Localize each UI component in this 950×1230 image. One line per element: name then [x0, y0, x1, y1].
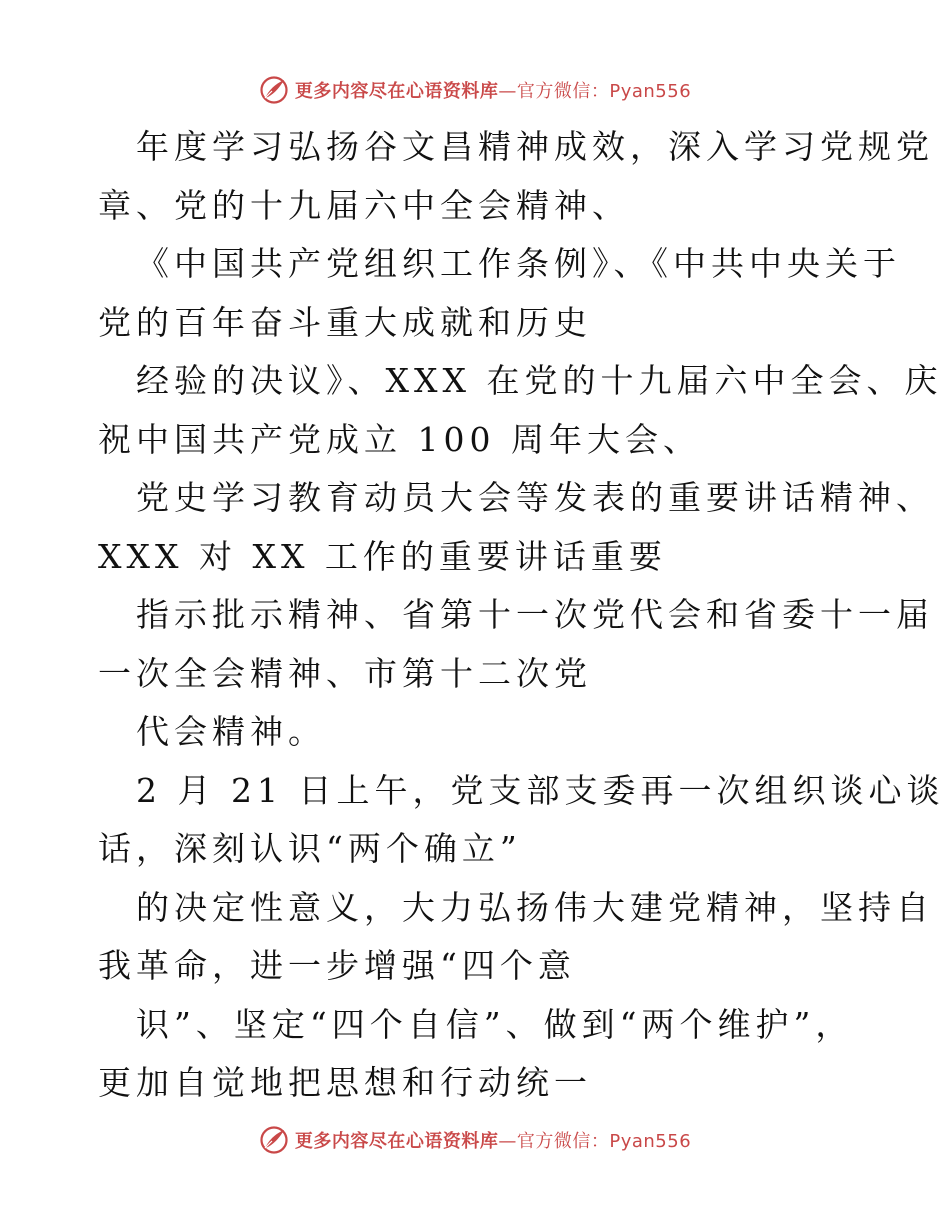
watermark-label: 官方微信： — [516, 1131, 610, 1152]
watermark-main-text: 更多内容尽在心语资料库 — [294, 81, 499, 102]
body-line: 识”、坚定“四个自信”、做到“两个维护”， — [136, 1004, 854, 1044]
body-line: 我革命，进一步增强“四个意 — [98, 946, 576, 985]
body-line: 指示批示精神、省第十一次党代会和省委十一届 — [136, 595, 934, 634]
quill-pen-circle-icon — [259, 1125, 289, 1155]
body-line: 《中国共产党组织工作条例》、《中共中央关于 — [136, 244, 901, 283]
body-line: 的决定性意义，大力弘扬伟大建党精神，坚持自 — [136, 887, 934, 927]
footer-watermark-banner — [0, 1120, 950, 1160]
body-line: 年度学习弘扬谷文昌精神成效，深入学习党规党 — [136, 127, 934, 166]
header-watermark-banner — [0, 70, 950, 110]
body-line: 更加自觉地把思想和行动统一 — [98, 1063, 592, 1102]
watermark-wechat-id: Pyan556 — [609, 81, 692, 102]
body-line: 党史学习教育动员大会等发表的重要讲话精神、 — [136, 478, 934, 517]
body-line: 党的百年奋斗重大成就和历史 — [98, 302, 592, 342]
body-line: 章、党的十九届六中全会精神、 — [98, 185, 630, 225]
body-line: 祝中国共产党成立 100 周年大会、 — [98, 419, 701, 459]
watermark-separator: — — [498, 1131, 517, 1152]
watermark-wechat-id: Pyan556 — [609, 1131, 692, 1152]
watermark-main-text: 更多内容尽在心语资料库 — [294, 1131, 499, 1152]
document-body — [98, 118, 945, 1113]
body-line: 代会精神。 — [136, 712, 326, 751]
quill-pen-circle-icon — [259, 75, 289, 105]
body-line: XXX 对 XX 工作的重要讲话重要 — [98, 536, 667, 576]
body-line: 一次全会精神、市第十二次党 — [98, 653, 592, 693]
watermark-separator: — — [498, 81, 517, 102]
watermark-label: 官方微信： — [516, 81, 610, 102]
body-line: 经验的决议》、XXX 在党的十九届六中全会、庆 — [136, 361, 943, 400]
body-line: 话，深刻认识“两个确立” — [98, 829, 522, 868]
body-line: 2 月 21 日上午，党支部支委再一次组织谈心谈 — [136, 770, 945, 810]
